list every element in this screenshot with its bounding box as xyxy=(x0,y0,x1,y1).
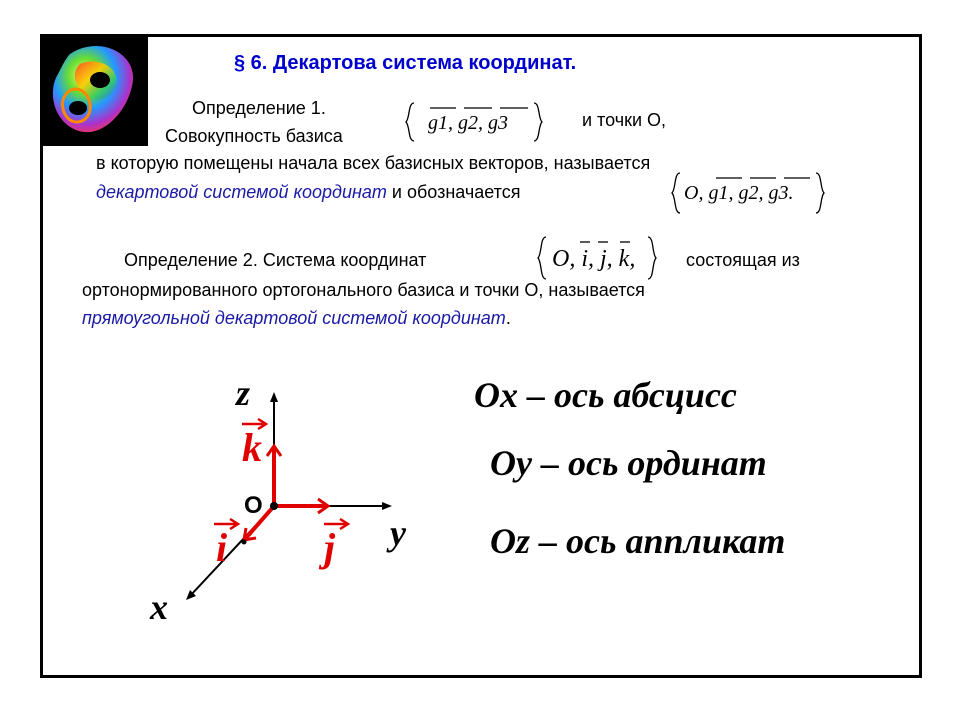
def2-term-end: . xyxy=(505,308,511,328)
i-letter: i xyxy=(216,525,228,570)
def1-point-text: и точки O, xyxy=(582,110,667,130)
x-axis-label: x xyxy=(150,587,168,627)
oz-axis-name: Oz – ось аппликат xyxy=(490,521,786,561)
def1-line3: в которую помещены начала всех базисных векторов, называется xyxy=(96,153,651,173)
z-axis-label: z xyxy=(236,373,251,413)
y-axis-label: y xyxy=(390,513,406,553)
def1-heading: Определение 1. xyxy=(192,98,326,118)
def2-after-basis: состоящая из xyxy=(686,250,800,270)
system-formula-1 xyxy=(670,170,840,216)
origin-dot xyxy=(270,502,278,510)
def1-line4-rest: и обозначается xyxy=(386,182,521,202)
coordinate-axes-diagram xyxy=(140,370,440,630)
k-letter: k xyxy=(242,425,262,470)
system-formula-2-text: O, i, j, k, xyxy=(552,246,636,272)
j-vector-label xyxy=(322,518,352,570)
page-title: § 6. Декартова система координат. xyxy=(234,52,577,74)
def2-term: прямоугольной декартовой системой координат xyxy=(82,308,506,328)
i-vector-label xyxy=(212,518,242,570)
def2-lead: Определение 2. Система координат xyxy=(124,250,427,270)
origin-label: O xyxy=(244,492,263,519)
def2-line3 xyxy=(82,308,511,329)
system-formula-1-text: O, g1, g2, g3. xyxy=(684,182,794,204)
z-axis-arrowhead xyxy=(270,392,278,402)
system-formula-2 xyxy=(536,234,676,282)
i-tip-dot xyxy=(242,540,247,545)
def1-basis-text: Совокупность базиса xyxy=(165,126,343,146)
oy-axis-name: Oy – ось ординат xyxy=(490,443,767,483)
def1-line4 xyxy=(96,182,520,203)
k-vector-label xyxy=(240,418,270,470)
j-letter: j xyxy=(324,525,336,570)
basis-formula-text: g1, g2, g3 xyxy=(428,112,508,134)
def2-line2: ортонормированного ортогонального базиса и точки O, называется xyxy=(82,280,645,300)
surface-logo-image xyxy=(40,34,148,146)
def1-term: декартовой системой координат xyxy=(96,182,387,202)
y-axis-arrowhead xyxy=(382,502,392,510)
ox-axis-name: Ox – ось абсцисс xyxy=(474,375,737,415)
basis-formula-1 xyxy=(404,100,544,144)
